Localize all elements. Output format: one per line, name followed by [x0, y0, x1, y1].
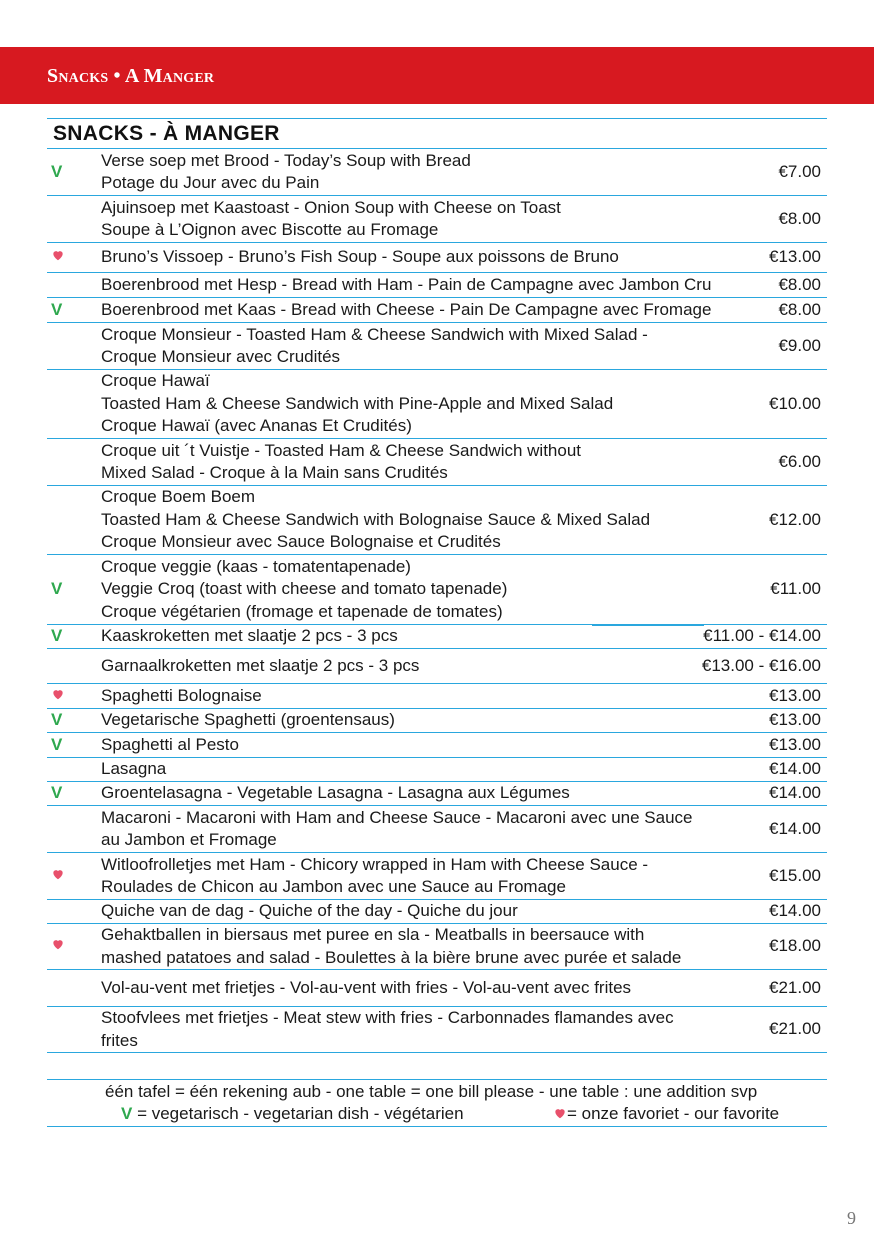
menu-item	[47, 853, 827, 900]
footer-notes	[47, 1081, 827, 1127]
menu-item-description: Quiche van de dag - Quiche of the day - Quiche du jour	[101, 901, 518, 921]
footer-note: één tafel = één rekening aub - one table = one bill please - une table : une addition svp	[105, 1082, 758, 1101]
page-number: 9	[847, 1208, 856, 1228]
favorite-heart-icon	[47, 865, 101, 888]
menu-item-price: €11.00	[770, 579, 821, 599]
menu-item	[47, 298, 827, 323]
accent-underline	[592, 625, 704, 626]
menu-item	[47, 323, 827, 370]
favorite-legend-text: = onze favoriet - our favorite	[567, 1104, 780, 1123]
menu-item	[47, 196, 827, 243]
menu-item	[47, 486, 827, 555]
header-banner	[0, 47, 874, 104]
menu-item-description: Spaghetti Bolognaise	[101, 685, 262, 705]
vegetarian-symbol: V	[51, 161, 63, 181]
menu-item	[47, 555, 827, 625]
vegetarian-icon	[47, 625, 101, 648]
vegetarian-legend	[121, 1103, 464, 1125]
menu-item-price: €13.00	[769, 685, 821, 705]
menu-item-description: Boerenbrood met Hesp - Bread with Ham - Pain de Campagne avec Jambon Cru	[101, 274, 712, 294]
menu-item-price: €10.00	[769, 393, 821, 413]
menu-item-price: €6.00	[778, 451, 821, 471]
menu-item-description: Croque Hawaï Toasted Ham & Cheese Sandwich with Pine-Apple and Mixed Salad Croque Hawaï (avec Ananas Et Crudités)	[101, 371, 614, 436]
menu-item-description: Croque Monsieur - Toasted Ham & Cheese Sandwich with Mixed Salad - Croque Monsieur avec Crudités	[101, 324, 648, 366]
menu-item	[47, 806, 827, 853]
menu-item-price: €13.00	[769, 710, 821, 730]
menu-item-price: €8.00	[778, 274, 821, 294]
menu-item-description: Croque veggie (kaas - tomatentapenade) Veggie Croq (toast with cheese and tomato tapenade) Croque végétarien (fromage et tapenade de tomates)	[101, 556, 508, 621]
vegetarian-icon: V	[121, 1104, 133, 1123]
menu-item	[47, 684, 827, 709]
menu-item-description: Gehaktballen in biersaus met puree en sla - Meatballs in beersauce with mashed patatoes and salad - Boulettes à la bière brune avec purée et salade	[101, 925, 682, 967]
menu-item-description: Croque Boem Boem Toasted Ham & Cheese Sandwich with Bolognaise Sauce & Mixed Salad Croque Monsieur avec Sauce Bolognaise et Crudités	[101, 487, 651, 552]
menu-item-description: Groentelasagna - Vegetable Lasagna - Lasagna aux Légumes	[101, 783, 570, 803]
page-title: Snacks • A Manger	[47, 65, 215, 87]
menu-item-price: €7.00	[778, 161, 821, 181]
menu-item-description: Macaroni - Macaroni with Ham and Cheese Sauce - Macaroni avec une Sauce au Jambon et Fromage	[101, 807, 693, 849]
menu-table	[47, 118, 827, 1053]
menu-item-price: €13.00 - €16.00	[701, 655, 821, 675]
menu-item	[47, 782, 827, 806]
menu-item-price: €14.00	[769, 759, 821, 779]
menu-item-description: Ajuinsoep met Kaastoast - Onion Soup with Cheese on Toast Soupe à L’Oignon avec Biscotte au Fromage	[101, 197, 561, 239]
menu-item-description: Lasagna	[101, 759, 167, 779]
menu-item	[47, 439, 827, 486]
vegetarian-symbol: V	[51, 579, 63, 599]
menu-item-description: Kaaskroketten met slaatje 2 pcs - 3 pcs	[101, 626, 398, 646]
menu-item-description: Stoofvlees met frietjes - Meat stew with fries - Carbonnades flamandes avec frites	[101, 1008, 674, 1050]
menu-item	[47, 970, 827, 1007]
menu-item-price: €18.00	[769, 936, 821, 956]
menu-item-price: €14.00	[769, 783, 821, 803]
menu-item-price: €14.00	[769, 818, 821, 838]
menu-item	[47, 733, 827, 758]
favorite-legend	[553, 1103, 779, 1125]
menu-item	[47, 924, 827, 970]
vegetarian-icon	[47, 299, 101, 322]
menu-item-description: Witloofrolletjes met Ham - Chicory wrapped in Ham with Cheese Sauce - Roulades de Chicon au Jambon avec une Sauce au Fromage	[101, 854, 649, 896]
menu-item	[47, 709, 827, 733]
vegetarian-legend-text: = vegetarisch - vegetarian dish - végétarien	[137, 1104, 464, 1123]
menu-item-description: Bruno’s Vissoep - Bruno’s Fish Soup - Soupe aux poissons de Bruno	[101, 247, 619, 267]
vegetarian-symbol: V	[51, 299, 63, 319]
vegetarian-icon	[47, 161, 101, 184]
footer-divider	[47, 1079, 827, 1080]
heart-icon	[51, 867, 65, 881]
menu-item-description: Boerenbrood met Kaas - Bread with Cheese - Pain De Campagne avec Fromage	[101, 299, 712, 319]
vegetarian-icon	[47, 734, 101, 757]
favorite-heart-icon	[47, 935, 101, 958]
menu-item-price: €21.00	[769, 1019, 821, 1039]
vegetarian-symbol: V	[51, 783, 63, 803]
menu-item-price: €15.00	[769, 865, 821, 885]
menu-item-description: Verse soep met Brood - Today’s Soup with Bread Potage du Jour avec du Pain	[101, 150, 471, 192]
menu-item-price: €8.00	[778, 208, 821, 228]
menu-item-price: €8.00	[778, 299, 821, 319]
vegetarian-icon	[47, 709, 101, 732]
menu-item-price: €21.00	[769, 977, 821, 997]
heart-icon	[51, 248, 65, 262]
menu-item	[47, 649, 827, 684]
menu-item-description: Garnaalkroketten met slaatje 2 pcs - 3 pcs	[101, 655, 420, 675]
heart-icon	[51, 687, 65, 701]
menu-item	[47, 243, 827, 273]
menu-item-price: €11.00 - €14.00	[703, 626, 821, 646]
menu-item-price: €13.00	[769, 247, 821, 267]
vegetarian-symbol: V	[51, 734, 63, 754]
menu-item	[47, 370, 827, 439]
favorite-heart-icon	[47, 685, 101, 708]
menu-item-description: Croque uit ´t Vuistje - Toasted Ham & Cheese Sandwich without Mixed Salad - Croque à la Main sans Crudités	[101, 440, 582, 482]
menu-heading: SNACKS - À MANGER	[47, 119, 827, 149]
vegetarian-icon	[47, 782, 101, 805]
menu-item	[47, 149, 827, 196]
favorite-heart-icon	[47, 246, 101, 269]
menu-item-description: Spaghetti al Pesto	[101, 734, 239, 754]
menu-item-price: €9.00	[778, 335, 821, 355]
heart-icon	[553, 1106, 567, 1120]
menu-item	[47, 625, 827, 649]
menu-item-price: €14.00	[769, 901, 821, 921]
vegetarian-symbol: V	[51, 626, 63, 646]
heart-icon	[51, 937, 65, 951]
menu-item-description: Vol-au-vent met frietjes - Vol-au-vent with fries - Vol-au-vent avec frites	[101, 977, 632, 997]
menu-item	[47, 758, 827, 782]
menu-item-price: €13.00	[769, 734, 821, 754]
menu-item	[47, 273, 827, 298]
vegetarian-symbol: V	[51, 710, 63, 730]
menu-item	[47, 900, 827, 924]
vegetarian-icon	[47, 578, 101, 601]
menu-item-description: Vegetarische Spaghetti (groentensaus)	[101, 710, 395, 730]
menu-item-price: €12.00	[769, 509, 821, 529]
menu-item	[47, 1007, 827, 1053]
